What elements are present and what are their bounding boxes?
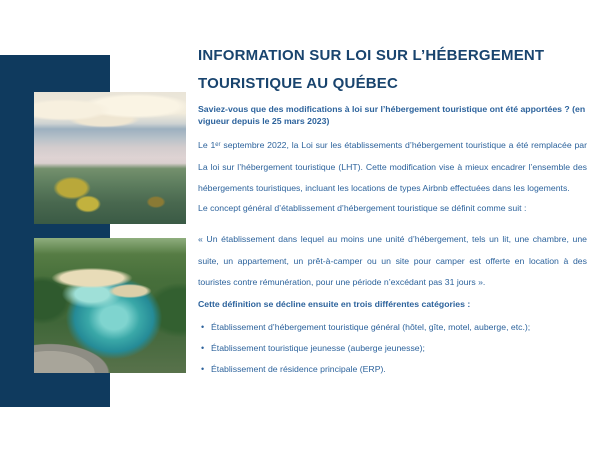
page-title: INFORMATION SUR LOI SUR L’HÉBERGEMENT TOURISTIQUE AU QUÉBEC <box>198 47 545 92</box>
turquoise-river-photo <box>34 238 186 373</box>
bullet-icon: • <box>201 364 205 374</box>
intro-question: Saviez-vous que des modifications à loi sur l’hébergement touristique ont été apportées ? (en vigueur depuis le 25 mars 2023) <box>198 104 586 126</box>
list-item <box>198 359 587 380</box>
list-item-label: Établissement d’hébergement touristique général (hôtel, gîte, motel, auberge, etc.); <box>211 322 531 332</box>
quote-definition: « Un établissement dans lequel au moins une unité d’hébergement, tels un lit, une chambre, une suite, un appartement, un prêt-à-camper ou un site pour camper est offerte en location à des touristes contre rémunération, pour une période n’excédant pas 31 jours ». <box>198 234 587 287</box>
categories-heading: Cette définition se décline ensuite en trois différentes catégories : <box>198 299 471 309</box>
list-item-label: Établissement de résidence principale (ERP). <box>211 364 386 374</box>
beach-shoreline-photo <box>34 92 186 224</box>
bullet-icon: • <box>201 322 205 332</box>
list-item <box>198 338 587 359</box>
paragraph-law-replacement: Le 1ᵉʳ septembre 2022, la Loi sur les établissements d’hébergement touristique a été remplacée par La loi sur l’hébergement touristique (LHT). Cette modification vise à mieux encadrer l’ensemble des hébergements touristiques, incluant les locations de types Airbnb effectuées dans les logements. <box>198 140 587 193</box>
categories-list <box>198 317 587 380</box>
article-content <box>198 0 587 464</box>
list-item-label: Établissement touristique jeunesse (auberge jeunesse); <box>211 343 425 353</box>
paragraph-concept-intro: Le concept général d’établissement d’hébergement touristique se définit comme suit : <box>198 203 527 213</box>
bullet-icon: • <box>201 343 205 353</box>
list-item <box>198 317 587 338</box>
